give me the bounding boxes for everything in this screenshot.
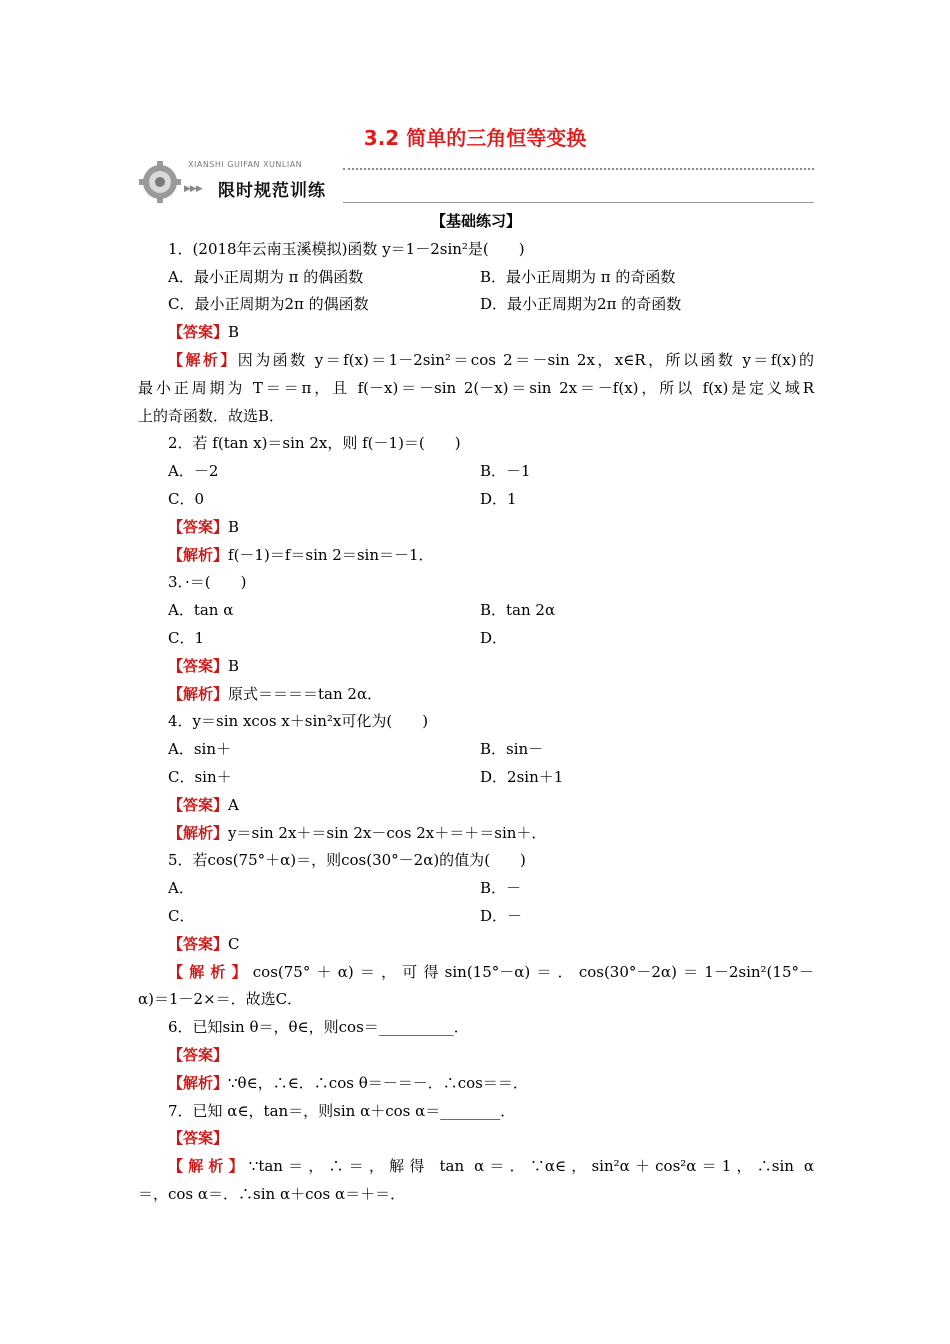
analysis-line (138, 986, 814, 1014)
options-row (138, 291, 814, 319)
option-b: B．－ (480, 879, 522, 898)
analysis-tag: 【解析】 (168, 962, 253, 981)
option-a: A．最小正周期为 π 的偶函数 (168, 267, 364, 286)
analysis-text: ∵θ∈，∴∈．∴cos θ＝－＝－．∴cos＝＝． (228, 1073, 528, 1092)
option-c: C．0 (168, 489, 205, 508)
question-7: 7．已知 α∈，tan＝，则sin α＋cos α＝________． (168, 1101, 516, 1120)
analysis-tag: 【解析】 (168, 545, 229, 564)
option-c: C． (168, 906, 195, 925)
analysis-text: ＝，cos α＝．∴sin α＋cos α＝＋＝． (138, 1184, 406, 1203)
option-a: A．－2 (168, 462, 219, 481)
analysis-line (138, 820, 814, 848)
analysis-tag: 【解析】 (168, 350, 238, 369)
options-row (138, 903, 814, 931)
analysis-tag: 【解析】 (168, 1073, 229, 1092)
analysis-line (138, 681, 814, 709)
answer-tag: 【答案】 (168, 795, 229, 814)
answer-value: B (228, 656, 240, 675)
answer-tag: 【答案】 (168, 1045, 229, 1064)
answer-value: B (228, 517, 240, 536)
answer-tag: 【答案】 (168, 656, 229, 675)
page-title: 3.2 简单的三角恒等变换 (363, 126, 587, 150)
analysis-text: 原式＝＝＝＝tan 2α． (228, 684, 383, 703)
analysis-line (138, 403, 814, 431)
question-2: 2．若 f(tan x)＝sin 2x，则 f(－1)＝( ) (168, 434, 461, 453)
options-row (138, 597, 814, 625)
option-d: D．2sin＋1 (480, 767, 564, 786)
option-c: C．1 (168, 628, 205, 647)
question-6: 6．已知sin θ＝，θ∈，则cos＝__________． (168, 1018, 469, 1037)
question-5: 5．若cos(75°＋α)＝，则cos(30°－2α)的值为( ) (168, 851, 526, 870)
analysis-text: cos(75°＋α)＝，可得sin(15°－α)＝．cos(30°－2α)＝1－2sin²(15°－ (252, 962, 814, 981)
option-a: A．sin＋ (168, 740, 231, 759)
options-row (138, 764, 814, 792)
analysis-line (138, 1070, 814, 1098)
options-row (138, 875, 814, 903)
options-row (138, 736, 814, 764)
banner-arrow-icon: ▶▶▶ (184, 184, 202, 194)
answer-line (138, 1042, 814, 1070)
answer-tag: 【答案】 (168, 323, 229, 342)
answer-value: A (228, 795, 239, 814)
answer-line (138, 1125, 814, 1153)
answer-line (138, 792, 814, 820)
gear-icon (138, 156, 186, 206)
option-b: B．sin－ (480, 740, 544, 759)
analysis-line (138, 347, 814, 375)
option-c: C．sin＋ (168, 767, 232, 786)
analysis-line (138, 1181, 814, 1209)
options-row (138, 486, 814, 514)
banner-label: 限时规范训练 (218, 181, 326, 201)
answer-line (138, 931, 814, 959)
banner-dotted-divider (343, 168, 814, 170)
options-row (138, 458, 814, 486)
answer-line (138, 653, 814, 681)
answer-line (138, 514, 814, 542)
banner-divider (343, 202, 814, 203)
analysis-tag: 【解析】 (168, 823, 229, 842)
analysis-tag: 【解析】 (168, 684, 229, 703)
question-3: 3．·＝( ) (168, 573, 247, 592)
answer-tag: 【答案】 (168, 934, 229, 953)
analysis-tag: 【解析】 (168, 1157, 249, 1176)
analysis-text: α)＝1－2×＝．故选C． (138, 990, 303, 1009)
analysis-line (138, 375, 814, 403)
option-d: D． (480, 628, 508, 647)
answer-tag: 【答案】 (168, 1129, 229, 1148)
answer-line (138, 319, 814, 347)
options-row (138, 264, 814, 292)
option-a: A．tan α (168, 601, 234, 620)
answer-value: B (228, 323, 240, 342)
analysis-text: y＝sin 2x＋＝sin 2x－cos 2x＋＝＋＝sin＋． (228, 823, 547, 842)
analysis-line (138, 959, 814, 987)
analysis-text: 最小正周期为 T＝＝π，且 f(－x)＝－sin 2(－x)＝sin 2x＝－f(x)，所以 f(x)是定义域R (138, 378, 814, 397)
option-b: B．－1 (480, 462, 531, 481)
option-d: D．最小正周期为2π 的奇函数 (480, 295, 682, 314)
answer-value: C (228, 934, 240, 953)
option-c: C．最小正周期为2π 的偶函数 (168, 295, 369, 314)
document-body (138, 208, 814, 1209)
option-a: A． (168, 879, 194, 898)
question-4: 4．y＝sin xcos x＋sin²x可化为( ) (168, 712, 429, 731)
options-row (138, 625, 814, 653)
option-d: D．－ (480, 906, 523, 925)
option-d: D．1 (480, 489, 517, 508)
analysis-text: ∵tan＝，∴＝，解得 tan α＝．∵α∈，sin²α＋cos²α＝1，∴sin α (248, 1157, 814, 1176)
question-1: 1．(2018年云南玉溪模拟)函数 y＝1－2sin²是( ) (168, 239, 525, 258)
analysis-line (138, 1153, 814, 1181)
analysis-line (138, 542, 814, 570)
analysis-text: 因为函数 y＝f(x)＝1－2sin²＝cos 2＝－sin 2x，x∈R，所以函数 y＝f(x)的 (237, 350, 814, 369)
section-heading: 【基础练习】 (430, 212, 521, 230)
option-b: B．tan 2α (480, 601, 556, 620)
analysis-text: f(－1)＝f＝sin 2＝sin＝－1． (228, 545, 434, 564)
analysis-text: 上的奇函数．故选B． (138, 406, 285, 425)
section-banner (138, 156, 814, 206)
option-b: B．最小正周期为 π 的奇函数 (480, 267, 676, 286)
banner-subtitle: XIANSHI GUIFAN XUNLIAN (188, 160, 303, 169)
answer-tag: 【答案】 (168, 517, 229, 536)
